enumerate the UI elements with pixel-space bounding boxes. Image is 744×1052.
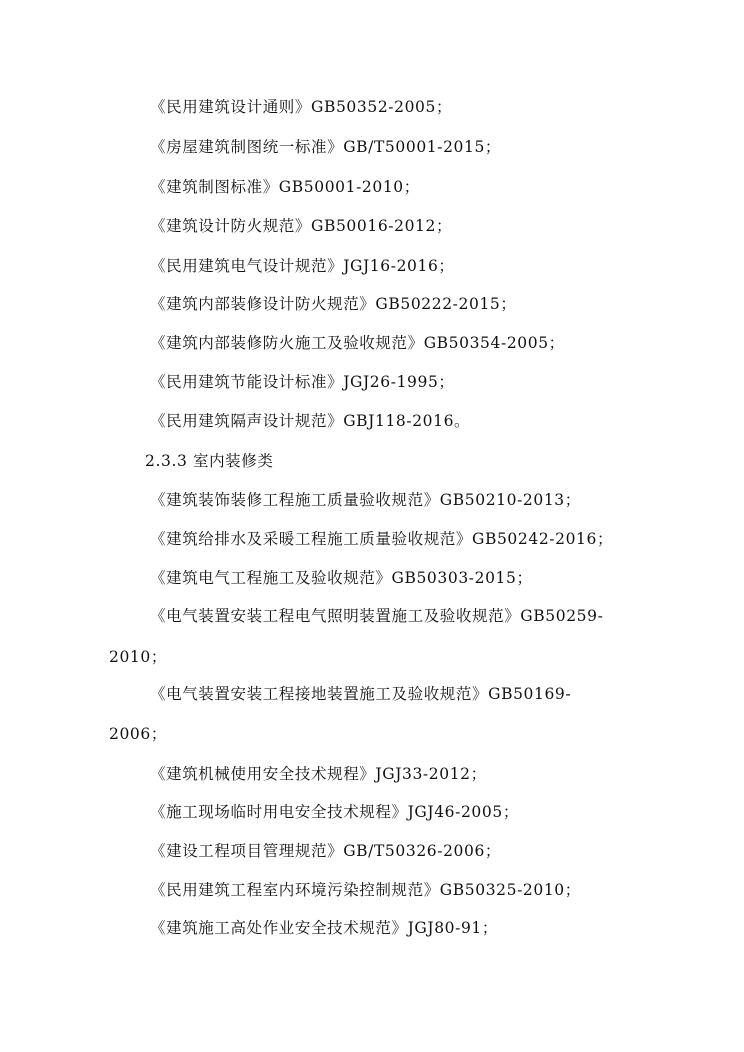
standard-line: 《建筑装饰装修工程施工质量验收规范》GB50210-2013；: [150, 491, 581, 509]
standard-line: 《民用建筑电气设计规范》JGJ16-2016；: [150, 257, 455, 275]
section-heading: 2.3.3 室内装修类: [145, 452, 274, 470]
standard-line: 《建筑制图标准》GB50001-2010；: [150, 178, 420, 196]
standard-line: 《建筑给排水及采暖工程施工质量验收规范》GB50242-2016；: [150, 530, 614, 548]
standard-line: 《电气装置安装工程电气照明装置施工及验收规范》GB50259-: [150, 607, 604, 625]
standard-line: 《电气装置安装工程接地装置施工及验收规范》GB50169-: [150, 685, 572, 703]
standard-line-continuation: 2010；: [109, 648, 167, 666]
standard-line: 《建筑内部装修防火施工及验收规范》GB50354-2005；: [150, 334, 565, 352]
standard-line: 《建筑设计防火规范》GB50016-2012；: [150, 217, 453, 235]
standard-line: 《建设工程项目管理规范》GB/T50326-2006；: [150, 842, 502, 860]
standard-line: 《房屋建筑制图统一标准》GB/T50001-2015；: [150, 138, 502, 156]
standard-line: 《民用建筑设计通则》GB50352-2005；: [150, 98, 453, 116]
standard-line: 《建筑电气工程施工及验收规范》GB50303-2015；: [150, 569, 533, 587]
standard-line: 《建筑施工高处作业安全技术规范》JGJ80-91；: [150, 919, 498, 937]
standard-line: 《建筑机械使用安全技术规程》JGJ33-2012；: [150, 765, 487, 783]
standard-line: 《民用建筑节能设计标准》JGJ26-1995；: [150, 373, 455, 391]
standard-line: 《施工现场临时用电安全技术规程》JGJ46-2005；: [150, 803, 519, 821]
standard-line: 《建筑内部装修设计防火规范》GB50222-2015；: [150, 295, 517, 313]
standard-line: 《民用建筑隔声设计规范》GBJ118-2016。: [150, 412, 471, 430]
standard-line-continuation: 2006；: [109, 725, 167, 743]
standard-line: 《民用建筑工程室内环境污染控制规范》GB50325-2010；: [150, 881, 581, 899]
